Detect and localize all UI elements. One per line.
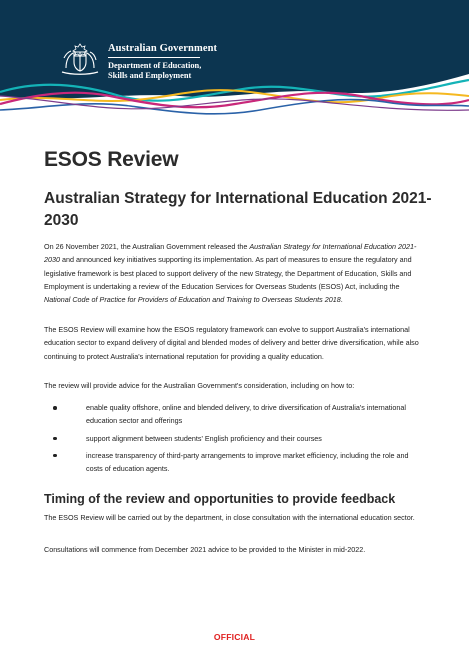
advice-bullet-list (44, 401, 424, 479)
bullet-icon (53, 437, 57, 441)
department-line-2: Skills and Employment (108, 70, 192, 80)
intro-paragraph (44, 240, 424, 306)
coat-of-arms-icon (58, 38, 102, 78)
wordmark-divider (108, 57, 200, 58)
timing-section-heading: Timing of the review and opportunities to provide feedback (44, 492, 396, 506)
consultation-paragraph: Consultations will commence from December 2021 advice to be provided to the Minister in mid-2022. (44, 545, 366, 554)
intro-text-2: and announced key initiatives supporting its implementation. As part of measures to ensure the regulatory and legislative framework is best placed to support delivery of the new Strategy, the Department of Education, Skills and Employment is undertaking a review of the Education Services for Overseas Students (ESOS) Act, including the (44, 255, 412, 291)
page-subtitle: Australian Strategy for International Education 2021-2030 (44, 190, 432, 229)
list-item: increase transparency of third-party arrangements to improve market efficiency, including the role and costs of education agents. (44, 449, 424, 476)
page-title: ESOS Review (44, 148, 179, 171)
intro-text-3: . (340, 295, 343, 305)
strategy-title-italic: Australian Strategy for International Education 2021-2030 (44, 242, 417, 265)
bullet-icon (53, 406, 57, 410)
government-name: Australian Government (108, 43, 218, 54)
department-line-1: Department of Education, (108, 60, 202, 70)
header-banner (0, 0, 469, 122)
government-wordmark (108, 43, 217, 81)
intro-text-1: On 26 November 2021, the Australian Government released the (44, 242, 250, 251)
review-scope-paragraph: The ESOS Review will examine how the ESOS regulatory framework can evolve to support Australia's international education sector to expand delivery of digital and blended modes of delivery and better drive diversification, while also continuing to protect Australia's international reputation for providing a quality education. (44, 325, 419, 361)
national-code-italic: National Code of Practice for Providers of Education and Training to Overseas Students 2018 (44, 295, 341, 305)
bullet-icon (53, 454, 57, 458)
list-item: enable quality offshore, online and blended delivery, to drive diversification of Australia's international education sector and offerings (44, 401, 424, 428)
timing-paragraph: The ESOS Review will be carried out by the department, in close consultation with the international education sector. (44, 513, 415, 522)
review-advice-paragraph: The review will provide advice for the Australian Government's consideration, including on how to: (44, 381, 355, 390)
security-classification: OFFICIAL (213, 632, 256, 642)
list-item: support alignment between students' English proficiency and their courses (44, 432, 424, 445)
